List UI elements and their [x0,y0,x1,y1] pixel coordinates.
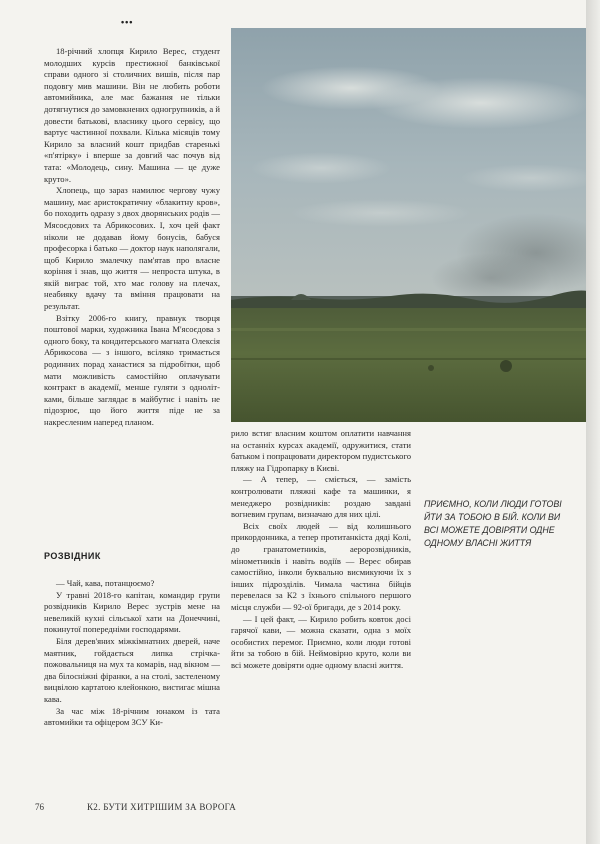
section-heading: РОЗВІДНИК [44,551,101,561]
paragraph: рило встиг власним коштом оплатити навчання на останніх курсах академії, одружитися, стати батьком і попрацювати директором пудистського пляжу на Гідропарку в Києві. [231,428,411,473]
paragraph: За час між 18-річним юнаком із тата автомийки та офіцером ЗСУ Ки- [44,705,220,728]
paragraph: — А тепер, — сміється, — замість контролювати пляжні кафе та машинки, я менеджеро розвідників: роздаю завдані вогневим групам, визначаю для них цілі. [231,474,411,520]
paragraph: 18-річний хлопця Кирило Верес, студент молодших курсів престижної банківської справи одного зі столичних вишів, після пар подовгу мив машини. Він не любить роботи автомийника, але має бажання не тільки дотягнутися до замовкнених одногрупників, а й довести батькові, власнику цього сервісу, що вартує частинної похвали. Кілька місяців тому Кирило за власний кошт придбав старенькі «п'ятірку» і вперше за довгий час почув від тата: «Молодець, сину. Машина — це дуже круто». [44,46,220,184]
running-head: К2. БУТИ ХИТРІШИМ ЗА ВОРОГА [87,802,237,812]
photo-illustration [231,28,600,422]
page-number: 76 [35,802,44,812]
pull-quote: ПРИЄМНО, КОЛИ ЛЮДИ ГОТОВІ ЙТИ ЗА ТОБОЮ В БІЙ. КОЛИ ВИ ВСІ МОЖЕТЕ ДОВІРЯТИ ОДНЕ ОДНОМУ ВЛАСНІ ЖИТТЯ [424,499,562,548]
paragraph: — І цей факт, — Кирило робить ковток досі гарячої кави, — можна сказати, одна з моїх особистих перемог. Приємно, коли люди готові йти за тобою в бій. Неймовірно круто, коли ви всі можете довіряти одне одному власні життя. [231,613,411,670]
paragraph: Всіх своїх людей — від колишнього прикордонника, а тепер протитанкіста дядi Колі, до гранатометників, аеророзвідників, мінометників і навіть водіїв — Верес обирав самостійно, інколи буквально висмикуючи їх з інших підрозділів. Чимала частина бійців перевелася за К2 з їхнього спільного першого місця служби — 92-ої бригади, де з 2014 року. [231,520,411,612]
column-left-top [44,46,220,429]
paragraph: Хлопець, що зараз намилює чергову чужу машину, має аристократичну «блакитну кров», бо походить одразу з двох дворянських родів — Мясоєдових та Абрикосових. І, хоч цей факт ніколи не додавав йому бонусів, бабуся професорка і батько — доктор наук наполягали, щоб Кирило змалечку пам'ятав про власне коріння і знав, що життя — непроста штука, в якій виграє той, хто має голову на плечах, неабияку вдачу та вміння працювати на результат. [44,185,220,312]
paragraph: — Чай, кава, потанцюємо? [56,578,155,588]
paragraph: Взітку 2006-го книгу, правнук творця поштової марки, художника Івана М'ясоєдова з одного боку, та кондитерського магната Олексія Абрикосова — з іншого, всіляко тримається родинних порад ханастися за підробітки, щоб мати можливість самостійно оплачувати контракт в академії, менше гуляти з однолітками, більше заглядає в майбутнє і навіть не підозрює, що його життя піде не за накресленим наперед планом. [44,312,220,427]
section-marker: ••• [121,17,134,27]
landscape-photo [231,28,600,422]
paragraph: Біля дерев'яних міжкімнатних дверей, наче маятник, гойдається липка стрічка-пожовальниця на мух та комарів, над вікном — два білосніжні фіранки, а на столі, застеленому вицвілою картатою клейонкою, вистигає мішна кава. [44,635,220,704]
paragraph: У травні 2018-го капітан, командир групи розвідників Кирило Верес зустрів мене на невеликій кухні сільської хати на Донеччині, покинутої попередніми господарями. [44,589,220,635]
column-middle [231,428,411,671]
column-left-bottom [44,578,220,729]
